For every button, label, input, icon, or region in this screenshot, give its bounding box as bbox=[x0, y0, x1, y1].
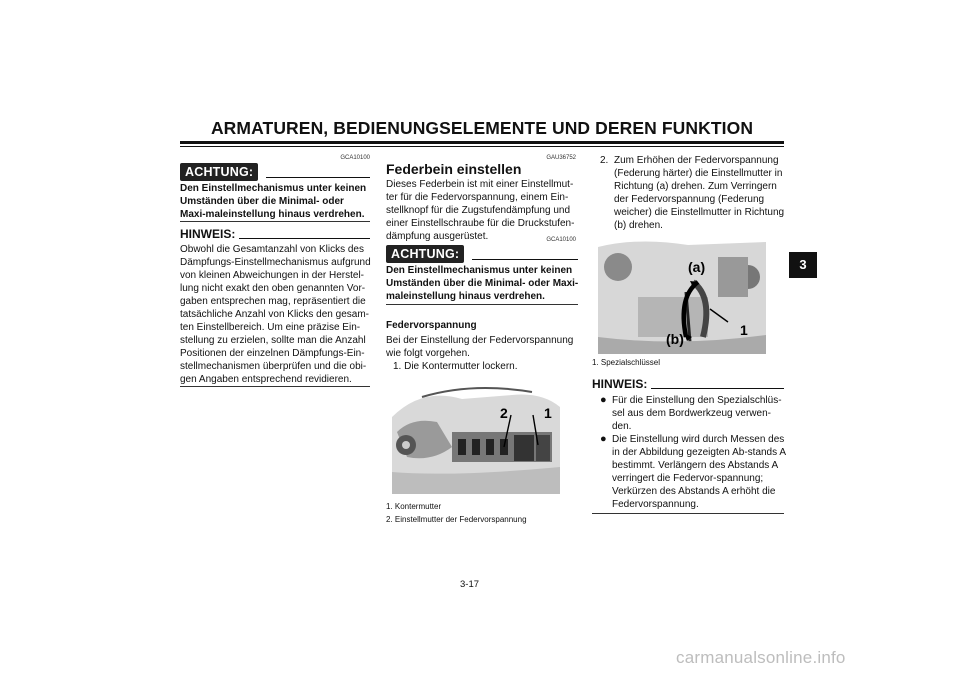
page-title: ARMATUREN, BEDIENUNGSELEMENTE UND DEREN FUNKTION bbox=[210, 118, 754, 138]
bullet-icon: ● bbox=[600, 433, 607, 445]
chapter-tab[interactable]: 3 bbox=[789, 252, 817, 278]
step-2-number: 2. bbox=[600, 155, 609, 166]
subheading: Federvorspannung bbox=[386, 320, 477, 331]
achtung-line bbox=[266, 177, 370, 178]
achtung-text: Den Einstellmechanismus unter keinen Umständen über die Minimal- oder Maxi-maleinstellung hinaus verdrehen. bbox=[386, 265, 579, 302]
divider bbox=[592, 513, 784, 514]
sub-text: Bei der Einstellung der Federvorspannung wie folgt vorgehen. bbox=[386, 335, 574, 359]
achtung-text: Den Einstellmechanismus unter keinen Umständen über die Minimal- oder Maxi-maleinstellung hinaus verdrehen. bbox=[180, 183, 367, 220]
hinweis-line bbox=[239, 238, 370, 239]
caption: 2. Einstellmutter der Federvorspannung bbox=[386, 515, 527, 524]
step-2-text: Zum Erhöhen der Federvorspannung (Federung härter) die Einstellmutter in Richtung (a) drehen. Zum Verringern der Federvorspannung (Federung weicher) die Einstellmutter in Richtung (b) drehen. bbox=[614, 155, 785, 231]
achtung-header bbox=[180, 163, 370, 181]
hinweis-text: Obwohl die Gesamtanzahl von Klicks des Dämpfungs-Einstellmechanismus aufgrund von kleinen Abweichungen in der Herstel-lung nicht exakt den oben genannten Vor-gaben entsprechen mag, repräsentiert die tatsächliche Anzahl von Klicks den gesam-ten Einstellbereich. Um eine präzise Ein-stellung zu erzielen, sollte man die Anzahl Positionen der einzelnen Dämpfungs-Ein-stellmechanismen überprüfen und die obi-gen Angaben entsprechend revidieren. bbox=[180, 244, 371, 385]
achtung-line bbox=[472, 259, 578, 260]
caption: 1. Kontermutter bbox=[386, 502, 442, 511]
achtung-header bbox=[386, 245, 578, 263]
hinweis-header bbox=[180, 227, 370, 241]
caption: 1. Spezialschlüssel bbox=[592, 358, 661, 367]
shock-absorber-illustration bbox=[392, 377, 560, 494]
bullet-icon: ● bbox=[600, 394, 607, 406]
title-rule bbox=[180, 141, 784, 144]
page-number: 3-17 bbox=[460, 579, 480, 590]
divider bbox=[180, 386, 370, 387]
reference-code: GCA10100 bbox=[546, 237, 576, 243]
achtung-badge: ACHTUNG: bbox=[180, 163, 258, 181]
reference-code: GCA10100 bbox=[340, 155, 370, 161]
achtung-badge: ACHTUNG: bbox=[386, 245, 464, 263]
spring-wrench-illustration bbox=[598, 237, 766, 354]
reference-code: GAU36752 bbox=[546, 155, 576, 161]
hinweis-label: HINWEIS: bbox=[592, 377, 648, 391]
spring-wrench-photo bbox=[598, 237, 766, 354]
hinweis-label: HINWEIS: bbox=[180, 227, 236, 241]
figure-label: 1 bbox=[544, 405, 552, 421]
figure-label: 1 bbox=[740, 322, 748, 338]
list-item bbox=[600, 433, 786, 511]
figure-label: (a) bbox=[688, 259, 706, 275]
section-heading: Federbein einstellen bbox=[386, 161, 522, 177]
hinweis-header bbox=[592, 377, 784, 391]
watermark: carmanualsonline.info bbox=[676, 648, 846, 667]
shock-absorber-photo bbox=[392, 377, 560, 494]
divider bbox=[180, 221, 370, 222]
intro-text: Dieses Federbein ist mit einer Einstellmut-ter für die Federvorspannung, einem Ein-stellknopf für die Zugstufendämpfung und einer Einstellschraube für die Druckstufen-dämpfung ausgerüstet. bbox=[386, 179, 575, 242]
hinweis-line bbox=[651, 388, 784, 389]
bullet-list bbox=[600, 394, 786, 511]
figure-label: (b) bbox=[666, 331, 684, 347]
divider bbox=[386, 304, 578, 305]
figure-label: 2 bbox=[500, 405, 508, 421]
list-item bbox=[600, 394, 786, 433]
bullet-text: Für die Einstellung den Spezialschlüs-sel aus dem Bordwerkzeug verwen-den. bbox=[612, 395, 782, 432]
bullet-text: Die Einstellung wird durch Messen des in der Abbildung gezeigten Ab-stands A bestimmt. Verlängern des Abstands A verringert die Federvor-spannung; Verkürzen des Abstands A erhöht die Federvorspannung. bbox=[612, 434, 786, 510]
step-1: 1. Die Kontermutter lockern. bbox=[393, 361, 518, 372]
title-rule-thin bbox=[180, 146, 784, 147]
